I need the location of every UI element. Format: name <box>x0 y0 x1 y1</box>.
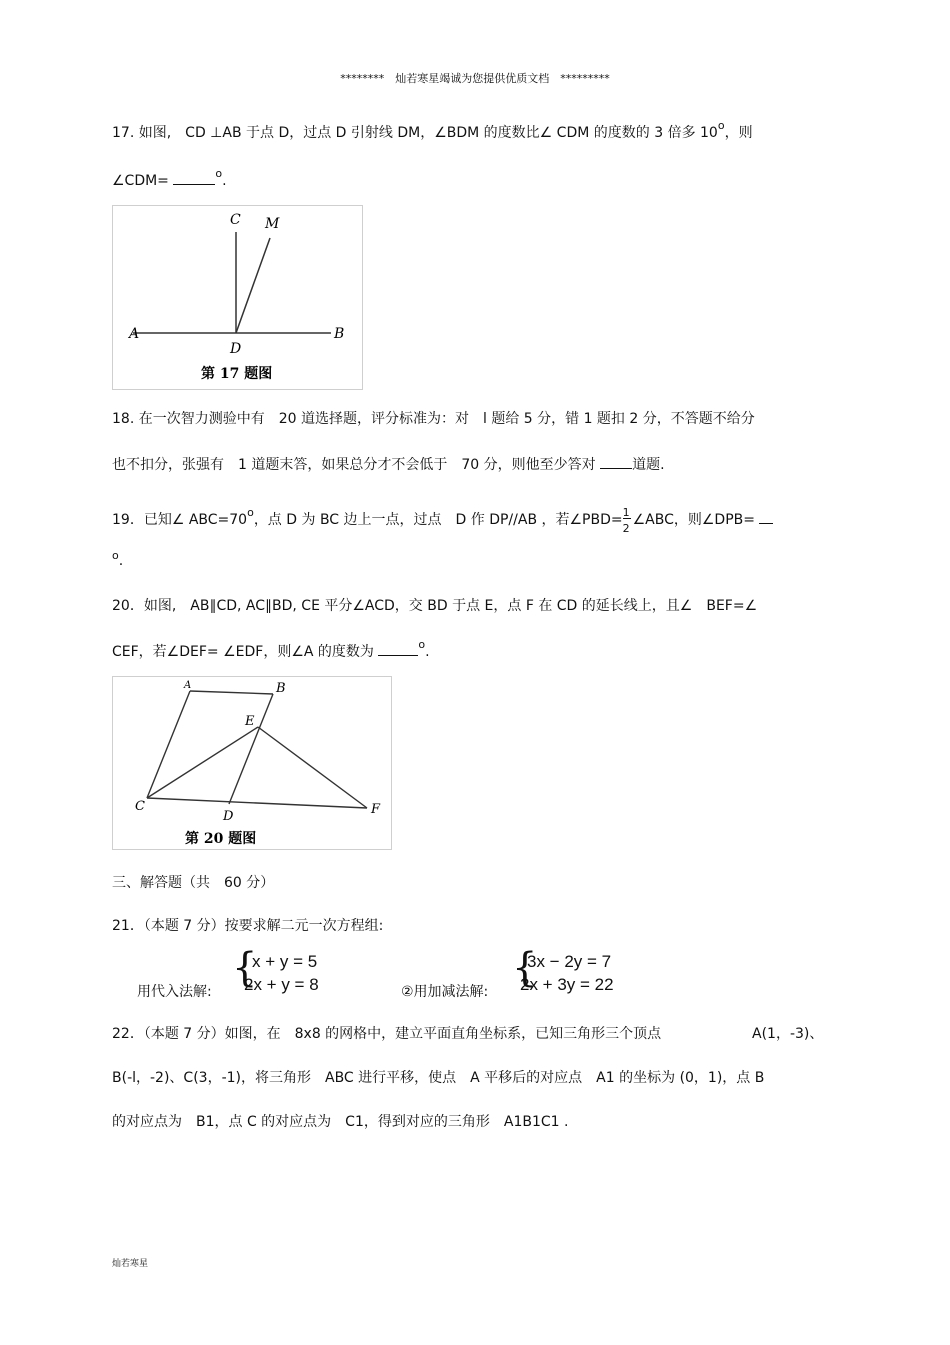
q22-line2: B(-l，-2)、C(3，-1)，将三角形 ABC 进行平移，使点 A 平移后的对应点 A1 的坐标为 (0，1)，点 B <box>112 1070 765 1086</box>
q18-line1: 18. 在一次智力测验中有 20 道选择题，评分标准为：对 l 题给 5 分，错 1 题扣 2 分，不答题不给分 <box>112 411 755 427</box>
q19-line1-mid: ，点 D 为 BC 边上一点，过点 D 作 DP//AB ，若∠PBD= <box>253 512 623 528</box>
page-header: ******** 灿若寒星竭诚为您提供优质文档 ********* <box>340 72 610 85</box>
q17-line2-text: ∠CDM= <box>112 173 169 189</box>
label-d: D <box>230 341 242 357</box>
label-d: D <box>223 809 234 824</box>
label-b: B <box>334 326 345 342</box>
q21-system2-brace: { <box>512 945 538 991</box>
q22-line3: 的对应点为 B1，点 C 的对应点为 C1，得到对应的三角形 A1B1C1 . <box>112 1114 569 1130</box>
line-ac <box>147 691 190 798</box>
q17-line1-text: 17. 如图, CD ⊥AB 于点 D，过点 D 引射线 DM，∠BDM 的度数比∠ CDM 的度数的 3 倍多 10 <box>112 125 718 141</box>
line-ce <box>147 727 258 798</box>
q17-line2 <box>112 167 227 191</box>
q21-system1-brace: { <box>232 945 258 991</box>
q19-degree-mark: o <box>247 506 254 519</box>
q20-end: . <box>425 644 430 660</box>
q22-line1-end: A(1，-3)、 <box>752 1026 824 1042</box>
q21-system1-eq2: 2x + y = 8 <box>244 975 319 994</box>
q19-line1-end: ∠ABC，则∠DPB= <box>632 512 755 528</box>
line-cf <box>147 798 367 808</box>
label-c: C <box>135 799 145 814</box>
figure-20-caption: 第 20 题图 <box>185 831 257 847</box>
q17-end: . <box>222 173 227 189</box>
figure-17 <box>112 205 363 390</box>
q20-line1: 20．如图, AB∥CD, AC∥BD, CE 平分∠ACD，交 BD 于点 E，点 F 在 CD 的延长线上，且∠ BEF=∠ <box>112 598 758 614</box>
label-f: F <box>371 802 381 817</box>
q18-answer-blank <box>600 454 632 469</box>
q21-label-substitution: 用代入法解: <box>137 984 212 1000</box>
q21-label-elimination: ②用加减法解: <box>401 984 489 1000</box>
q20-line2-text: CEF，若∠DEF= ∠EDF，则∠A 的度数为 <box>112 644 374 660</box>
figure-17-caption: 第 17 题图 <box>201 366 273 382</box>
label-e: E <box>245 714 255 729</box>
ray-dm <box>236 238 270 333</box>
q17-line1-end: ，则 <box>724 125 753 141</box>
q19-fraction-den: 2 <box>622 522 630 535</box>
label-a: A <box>184 680 192 691</box>
label-c: C <box>230 212 241 228</box>
q22-line1: 22．（本题 7 分）如图，在 8x8 的网格中，建立平面直角坐标系，已知三角形三个顶点 <box>112 1026 662 1042</box>
q21-system2-eq2: 2x + 3y = 22 <box>520 975 614 994</box>
line-ab <box>190 691 273 694</box>
q19-end: . <box>118 553 124 569</box>
label-b: B <box>276 681 286 696</box>
q19-fraction-num: 1 <box>622 506 630 519</box>
q17-line1 <box>112 119 753 143</box>
q21-system1-eq1: x + y = 5 <box>252 952 318 971</box>
q19-line1-text: 19．已知∠ ABC=70 <box>112 512 248 528</box>
q17-degree-mark: o <box>717 119 725 132</box>
q19-answer-degree: o <box>112 549 119 562</box>
figure-17-diagram <box>113 206 362 389</box>
q21-line1: 21．（本题 7 分）按要求解二元一次方程组: <box>112 918 384 934</box>
label-m: M <box>265 216 280 232</box>
line-bd <box>229 694 273 804</box>
q18-line2 <box>112 454 665 474</box>
q17-answer-degree: o <box>215 167 223 180</box>
q20-line2 <box>112 638 430 662</box>
q21-system2-eq1: 3x − 2y = 7 <box>527 952 612 971</box>
q18-line2-text: 也不扣分，张强有 1 道题末答，如果总分才不会低于 70 分，则他至少答对 <box>112 457 596 473</box>
figure-20-diagram <box>113 677 391 849</box>
q20-answer-degree: o <box>418 638 426 651</box>
figure-20 <box>112 676 392 850</box>
q19-line2 <box>112 549 124 571</box>
q17-answer-blank <box>173 170 215 185</box>
label-a: A <box>129 326 140 342</box>
q20-answer-blank <box>378 641 418 656</box>
section-3-heading: 三、解答题（共 60 分） <box>112 875 275 891</box>
q18-line2-end: 道题. <box>632 457 665 473</box>
line-ef <box>258 727 367 808</box>
q19-answer-blank <box>759 509 773 524</box>
page-footer: 灿若寒星 <box>112 1259 149 1269</box>
q19-fraction-bar <box>623 518 631 519</box>
q19-line1 <box>112 506 773 535</box>
